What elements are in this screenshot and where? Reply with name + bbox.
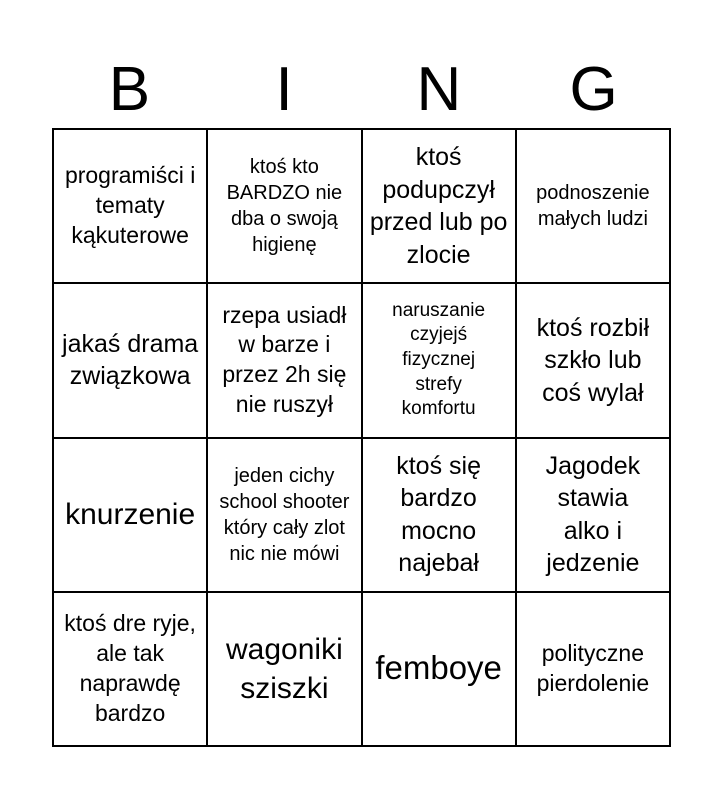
bingo-cell[interactable]	[363, 130, 517, 284]
cell-text: ktoś się bardzo mocno najebał	[396, 451, 481, 578]
bingo-cell[interactable]	[54, 593, 208, 747]
header-letter-n: N	[416, 55, 462, 124]
bingo-cell[interactable]	[54, 284, 208, 438]
cell-text: rzepa usiadł w barze i przez 2h się nie ruszył	[222, 301, 347, 418]
bingo-cell[interactable]	[363, 284, 517, 438]
header-letter-i: I	[275, 55, 293, 124]
bingo-cell[interactable]	[208, 284, 362, 438]
bingo-cell[interactable]	[208, 130, 362, 284]
bingo-cell[interactable]	[517, 284, 671, 438]
cell-text: ktoś rozbił szkło lub coś wylał	[536, 313, 650, 407]
cell-text: femboye	[375, 649, 502, 687]
bingo-cell[interactable]	[363, 593, 517, 747]
cell-text: knurzenie	[65, 498, 196, 532]
header-letter-g: G	[569, 55, 618, 124]
bingo-cell[interactable]	[517, 593, 671, 747]
bingo-cell[interactable]	[208, 593, 362, 747]
cell-text: polityczne pierdolenie	[536, 639, 650, 696]
cell-text: ktoś kto BARDZO nie dba o swoją higienę	[226, 156, 343, 257]
cell-text: podnoszenie małych ludzi	[536, 182, 650, 231]
bingo-cell[interactable]	[208, 439, 362, 593]
bingo-cell[interactable]	[517, 439, 671, 593]
cell-text: Jagodek stawia alko i jedzenie	[545, 451, 641, 578]
bingo-cell[interactable]	[54, 130, 208, 284]
bingo-board	[52, 128, 671, 747]
cell-text: jeden cichy school shooter który cały zlot nic nie mówi	[219, 464, 350, 565]
cell-text: jakaś drama związkowa	[62, 329, 199, 391]
cell-text: ktoś dre ryje, ale tak naprawdę bardzo	[64, 610, 196, 726]
bingo-cell[interactable]	[517, 130, 671, 284]
bingo-cell[interactable]	[54, 439, 208, 593]
cell-text: programiści i tematy kąkuterowe	[64, 162, 196, 249]
cell-text: naruszanie czyjejś fizycznej strefy komfortu	[392, 299, 486, 420]
bingo-cell[interactable]	[363, 439, 517, 593]
cell-text: wagoniki sziszki	[226, 632, 343, 705]
cell-text: ktoś podupczył przed lub po zlocie	[369, 143, 508, 269]
bingo-header	[52, 52, 671, 128]
header-letter-b: B	[108, 55, 151, 124]
